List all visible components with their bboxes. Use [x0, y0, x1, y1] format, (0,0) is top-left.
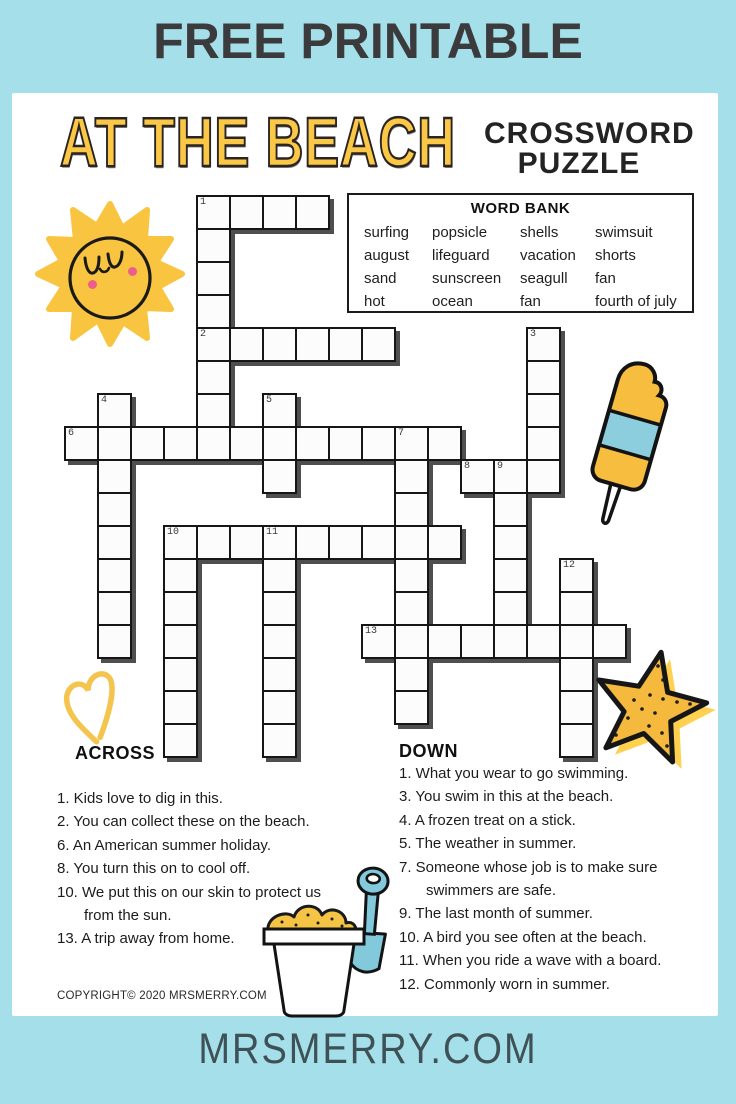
- crossword-cell: [559, 558, 594, 593]
- crossword-cell: [460, 624, 495, 659]
- crossword-cell: [361, 327, 396, 362]
- crossword-cell: [262, 525, 297, 560]
- subtitle-line-1: CROSSWORD: [484, 117, 695, 150]
- crossword-cell: [196, 327, 231, 362]
- crossword-cell: [394, 657, 429, 692]
- crossword-cell: [97, 558, 132, 593]
- crossword-cell: [361, 624, 396, 659]
- down-clue-5: 5. The weather in summer.: [399, 835, 577, 853]
- across-heading: ACROSS: [75, 743, 156, 763]
- crossword-cell: [163, 723, 198, 758]
- crossword-cell: [262, 558, 297, 593]
- down-clue-9: 9. The last month of summer.: [399, 905, 593, 923]
- cell-number: 7: [398, 428, 405, 439]
- crossword-cell: [328, 426, 363, 461]
- crossword-cell: [163, 558, 198, 593]
- word-bank-word: fan: [595, 270, 616, 287]
- word-bank-word: surfing: [364, 224, 410, 241]
- crossword-cell: [196, 195, 231, 230]
- cell-number: 12: [563, 560, 576, 571]
- cell-number: 1: [200, 197, 207, 208]
- crossword-cell: [163, 525, 198, 560]
- crossword-cell: [97, 426, 132, 461]
- across-clue-2: 2. You can collect these on the beach.: [57, 813, 310, 831]
- crossword-cell: [394, 558, 429, 593]
- cell-number: 11: [266, 527, 279, 538]
- crossword-cell: [394, 591, 429, 626]
- sand-bucket-shovel-icon: [252, 865, 402, 1020]
- across-clue-1: 1. Kids love to dig in this.: [57, 790, 223, 807]
- word-bank-word: seagull: [520, 270, 568, 287]
- crossword-cell: [196, 393, 231, 428]
- crossword-cell: [526, 360, 561, 395]
- crossword-cell: [394, 690, 429, 725]
- across-clue-10: 10. We put this on our skin to protect us from the sun.: [57, 883, 322, 925]
- crossword-cell: [163, 591, 198, 626]
- crossword-cell: [97, 591, 132, 626]
- subtitle: [484, 117, 695, 180]
- crossword-cell: [328, 525, 363, 560]
- crossword-cell: [526, 459, 561, 494]
- crossword-cell: [229, 525, 264, 560]
- crossword-cell: [295, 327, 330, 362]
- crossword-cell: [394, 525, 429, 560]
- word-bank-word: august: [364, 247, 410, 264]
- crossword-cell: [262, 591, 297, 626]
- crossword-cell: [526, 327, 561, 362]
- crossword-cell: [262, 393, 297, 428]
- crossword-cell: [262, 426, 297, 461]
- crossword-cell: [97, 492, 132, 527]
- crossword-cell: [427, 624, 462, 659]
- crossword-cell: [196, 228, 231, 263]
- crossword-cell: [559, 591, 594, 626]
- crossword-cell: [130, 426, 165, 461]
- crossword-cell: [97, 525, 132, 560]
- down-clue-12: 12. Commonly worn in summer.: [399, 975, 610, 993]
- word-bank-word: vacation: [520, 247, 576, 264]
- cell-number: 2: [200, 329, 207, 340]
- crossword-cell: [229, 327, 264, 362]
- down-clue-7: 7. Someone whose job is to make sure swimmers are safe.: [399, 858, 658, 900]
- word-bank-word: sunscreen: [432, 270, 502, 287]
- shovel: [350, 867, 390, 973]
- crossword-cell: [196, 294, 231, 329]
- down-clue-4: 4. A frozen treat on a stick.: [399, 811, 576, 829]
- page-title: AT THE BEACH: [60, 103, 456, 181]
- crossword-cell: [196, 525, 231, 560]
- down-clue-11: 11. When you ride a wave with a board.: [399, 952, 662, 970]
- crossword-cell: [460, 459, 495, 494]
- crossword-cell: [295, 195, 330, 230]
- bucket-sand: [268, 906, 356, 931]
- crossword-cell: [97, 393, 132, 428]
- word-bank-word: swimsuit: [595, 224, 653, 241]
- crossword-cell: [97, 459, 132, 494]
- word-bank-word: ocean: [432, 293, 473, 310]
- crossword-cell: [295, 426, 330, 461]
- down-clue-3: 3. You swim in this at the beach.: [399, 788, 614, 806]
- across-clue-8: 8. You turn this on to cool off.: [57, 860, 251, 878]
- crossword-cell: [493, 591, 528, 626]
- down-clue-list: [399, 762, 701, 996]
- word-bank-title: WORD BANK: [470, 200, 571, 217]
- word-bank-word: shorts: [595, 247, 636, 264]
- crossword-cell: [163, 426, 198, 461]
- crossword-cell: [295, 525, 330, 560]
- crossword-cell: [361, 525, 396, 560]
- crossword-cell: [262, 690, 297, 725]
- crossword-cell: [262, 327, 297, 362]
- crossword-cell: [427, 525, 462, 560]
- crossword-cell: [328, 327, 363, 362]
- crossword-cell: [394, 459, 429, 494]
- word-bank-word: fan: [520, 293, 541, 310]
- cell-number: 5: [266, 395, 273, 406]
- crossword-cell: [427, 426, 462, 461]
- word-bank-word: shells: [520, 224, 559, 241]
- crossword-cell: [196, 261, 231, 296]
- cell-number: 3: [530, 329, 537, 340]
- crossword-cell: [394, 624, 429, 659]
- bucket-body: [274, 944, 354, 1016]
- crossword-cell: [163, 657, 198, 692]
- bucket-rim: [264, 929, 364, 944]
- crossword-cell: [493, 558, 528, 593]
- crossword-cell: [493, 525, 528, 560]
- word-bank-word: hot: [364, 293, 385, 310]
- crossword-cell: [493, 624, 528, 659]
- crossword-cell: [394, 426, 429, 461]
- crossword-cell: [493, 492, 528, 527]
- starfish-icon: [587, 645, 727, 780]
- cell-number: 8: [464, 461, 471, 472]
- crossword-cell: [163, 690, 198, 725]
- crossword-cell: [526, 624, 561, 659]
- crossword-cell: [394, 492, 429, 527]
- cell-number: 9: [497, 461, 504, 472]
- crossword-cell: [526, 426, 561, 461]
- cell-number: 4: [101, 395, 108, 406]
- word-bank-word: fourth of july: [595, 293, 677, 310]
- crossword-cell: [163, 624, 198, 659]
- crossword-grid: [64, 195, 627, 758]
- word-bank-word: lifeguard: [432, 247, 490, 264]
- crossword-cell: [262, 624, 297, 659]
- banner-title: FREE PRINTABLE: [153, 13, 583, 69]
- printable-card: [12, 93, 718, 1016]
- crossword-cell: [262, 459, 297, 494]
- subtitle-line-2: PUZZLE: [517, 147, 641, 180]
- crossword-cell: [526, 393, 561, 428]
- crossword-cell: [493, 459, 528, 494]
- cell-number: 10: [167, 527, 180, 538]
- crossword-cell: [262, 657, 297, 692]
- crossword-cell: [262, 723, 297, 758]
- site-name: MRSMERRY.COM: [198, 1026, 538, 1074]
- crossword-cell: [229, 195, 264, 230]
- crossword-cell: [64, 426, 99, 461]
- down-heading: DOWN: [399, 741, 458, 761]
- across-clue-6: 6. An American summer holiday.: [57, 836, 271, 854]
- crossword-cell: [196, 426, 231, 461]
- cell-number: 6: [68, 428, 75, 439]
- cell-number: 13: [365, 626, 378, 637]
- crossword-cell: [97, 624, 132, 659]
- down-clue-1: 1. What you wear to go swimming.: [399, 765, 629, 782]
- word-bank-word: sand: [364, 270, 397, 287]
- crossword-cell: [196, 360, 231, 395]
- crossword-cell: [262, 195, 297, 230]
- crossword-cell: [229, 426, 264, 461]
- copyright-text: COPYRIGHT© 2020 MRSMERRY.COM: [57, 990, 267, 1002]
- crossword-cell: [361, 426, 396, 461]
- across-clue-13: 13. A trip away from home.: [57, 930, 235, 948]
- down-clue-10: 10. A bird you see often at the beach.: [399, 928, 647, 946]
- word-bank-word: popsicle: [432, 224, 488, 241]
